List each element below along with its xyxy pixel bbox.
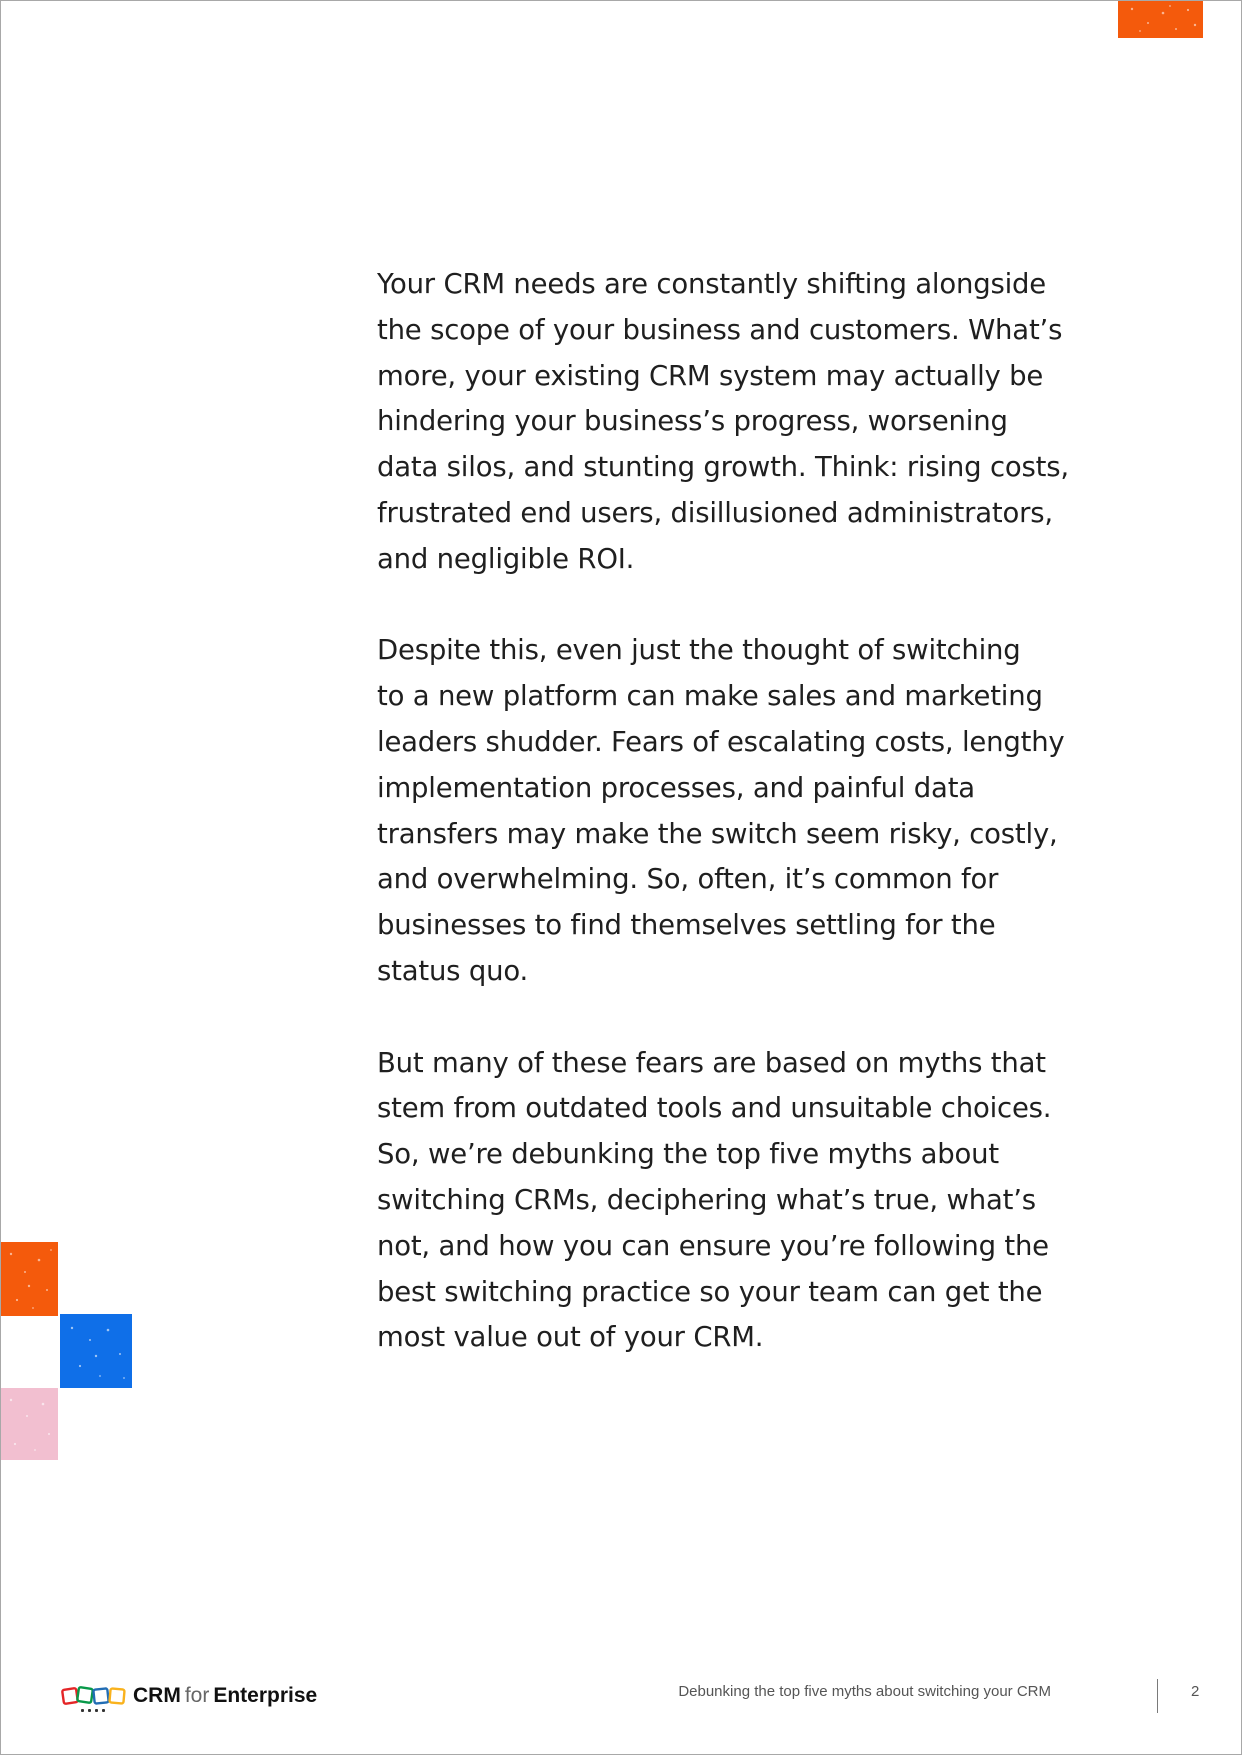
decorative-orange-square-left (1, 1242, 58, 1316)
paragraph-myths (377, 1041, 1077, 1362)
logo-for-text: for (184, 1684, 210, 1707)
logo-crm-text: CRM (133, 1684, 181, 1707)
text-line: Your CRM needs are constantly shifting alongside (377, 268, 1047, 300)
zoho-logo-icon (61, 1683, 127, 1715)
logo-wordmark (133, 1684, 317, 1708)
text-line: most value out of your CRM. (377, 1321, 764, 1354)
text-line: leaders shudder. Fears of escalating costs, lengthy (377, 725, 1065, 758)
footer-divider (1157, 1679, 1158, 1713)
decorative-pink-square-left (1, 1388, 58, 1460)
text-line: not, and how you can ensure you’re following the (377, 1229, 1049, 1262)
footer-document-title: Debunking the top five myths about switching your CRM (678, 1683, 1051, 1700)
text-line: hindering your business’s progress, worsening (377, 405, 1008, 438)
page-number: 2 (1191, 1683, 1200, 1700)
text-line: transfers may make the switch seem risky, costly, (377, 817, 1058, 850)
text-line: frustrated end users, disillusioned administrators, (377, 496, 1053, 529)
text-line: implementation processes, and painful data (377, 771, 975, 804)
text-line: But many of these fears are based on myths that (377, 1046, 1046, 1079)
decorative-blue-square-left (60, 1314, 132, 1388)
logo-enterprise-text: Enterprise (213, 1684, 318, 1707)
text-line: best switching practice so your team can get the (377, 1275, 1043, 1308)
text-line: more, your existing CRM system may actually be (377, 359, 1044, 392)
text-line: and negligible ROI. (377, 542, 635, 575)
text-line: data silos, and stunting growth. Think: rising costs, (377, 451, 1069, 484)
text-line: stem from outdated tools and unsuitable choices. (377, 1092, 1052, 1125)
text-line: to a new platform can make sales and marketing (377, 680, 1043, 713)
text-line: status quo. (377, 954, 529, 987)
text-line: and overwhelming. So, often, it’s common for (377, 863, 999, 896)
body-text (377, 262, 1077, 1407)
text-line: businesses to find themselves settling for the (377, 909, 996, 942)
page-footer (1, 1661, 1241, 1721)
text-line: So, we’re debunking the top five myths about (377, 1138, 999, 1171)
paragraph-intro (377, 262, 1077, 583)
decorative-orange-square-top (1118, 1, 1203, 38)
text-line: the scope of your business and customers. What’s (377, 313, 1063, 346)
text-line: switching CRMs, deciphering what’s true, what’s (377, 1183, 1036, 1216)
text-line: Despite this, even just the thought of switching (377, 634, 1021, 667)
paragraph-fears (377, 628, 1077, 994)
